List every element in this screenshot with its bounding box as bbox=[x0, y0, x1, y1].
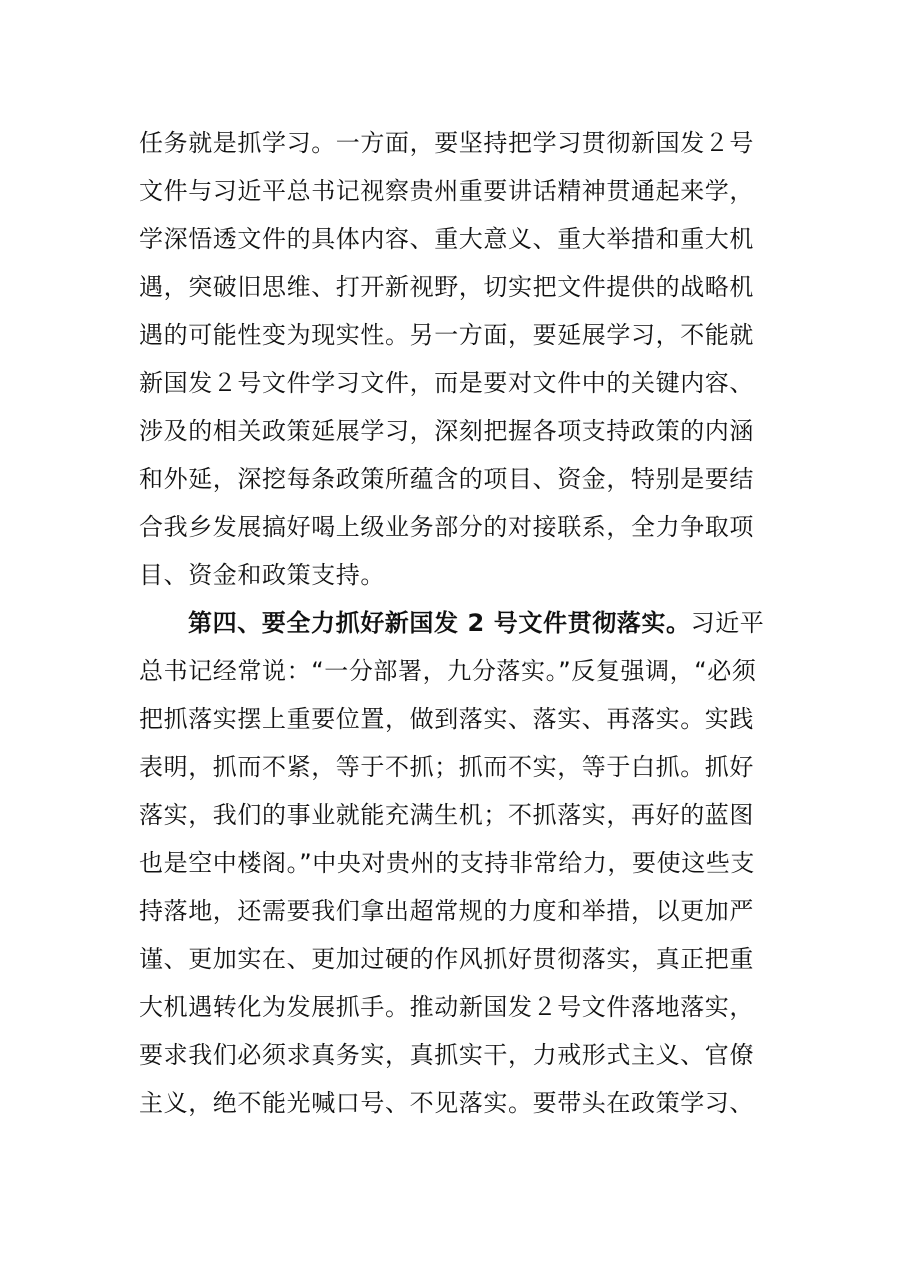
section-4-first-line bbox=[188, 608, 828, 638]
paragraph-line: 也是空中楼阁。”中央对贵州的支持非常给力，要使这些支 bbox=[139, 849, 756, 877]
paragraph-line: 涉及的相关政策延展学习，深刻把握各项支持政策的内涵 bbox=[139, 417, 754, 445]
section-4-heading: 第四、要全力抓好新国发 2 号文件贯彻落实。 bbox=[188, 609, 691, 637]
paragraph-line: 文件与习近平总书记视察贵州重要讲话精神贯通起来学， bbox=[139, 177, 754, 205]
paragraph-line: 落实，我们的事业就能充满生机；不抓落实，再好的蓝图 bbox=[139, 801, 754, 829]
paragraph-line: 谨、更加实在、更加过硬的作风抓好贯彻落实，真正把重 bbox=[139, 945, 754, 973]
section-4-heading-continuation: 习近平 bbox=[690, 609, 765, 637]
paragraph-line: 学深悟透文件的具体内容、重大意义、重大举措和重大机 bbox=[139, 225, 754, 253]
paragraph-line: 目、资金和政策支持。 bbox=[139, 561, 385, 589]
paragraph-line: 和外延，深挖每条政策所蕴含的项目、资金，特别是要结 bbox=[139, 465, 754, 493]
paragraph-line: 任务就是抓学习。一方面，要坚持把学习贯彻新国发２号 bbox=[139, 129, 754, 157]
paragraph-line: 大机遇转化为发展抓手。推动新国发２号文件落地落实， bbox=[139, 993, 754, 1021]
paragraph-line: 合我乡发展搞好喝上级业务部分的对接联系，全力争取项 bbox=[139, 513, 754, 541]
paragraph-line: 总书记经常说：“一分部署，九分落实。”反复强调，“必须 bbox=[139, 657, 757, 685]
paragraph-line: 持落地，还需要我们拿出超常规的力度和举措，以更加严 bbox=[139, 897, 754, 925]
paragraph-line: 要求我们必须求真务实，真抓实干，力戒形式主义、官僚 bbox=[139, 1041, 754, 1069]
paragraph-line: 主义，绝不能光喊口号、不见落实。要带头在政策学习、 bbox=[139, 1089, 754, 1117]
paragraph-line: 新国发２号文件学习文件，而是要对文件中的关键内容、 bbox=[139, 369, 754, 397]
paragraph-line: 表明，抓而不紧，等于不抓；抓而不实，等于白抓。抓好 bbox=[139, 753, 754, 781]
paragraph-line: 遇，突破旧思维、打开新视野，切实把文件提供的战略机 bbox=[139, 273, 754, 301]
paragraph-line: 把抓落实摆上重要位置，做到落实、落实、再落实。实践 bbox=[139, 705, 754, 733]
paragraph-line: 遇的可能性变为现实性。另一方面，要延展学习，不能就 bbox=[139, 321, 754, 349]
